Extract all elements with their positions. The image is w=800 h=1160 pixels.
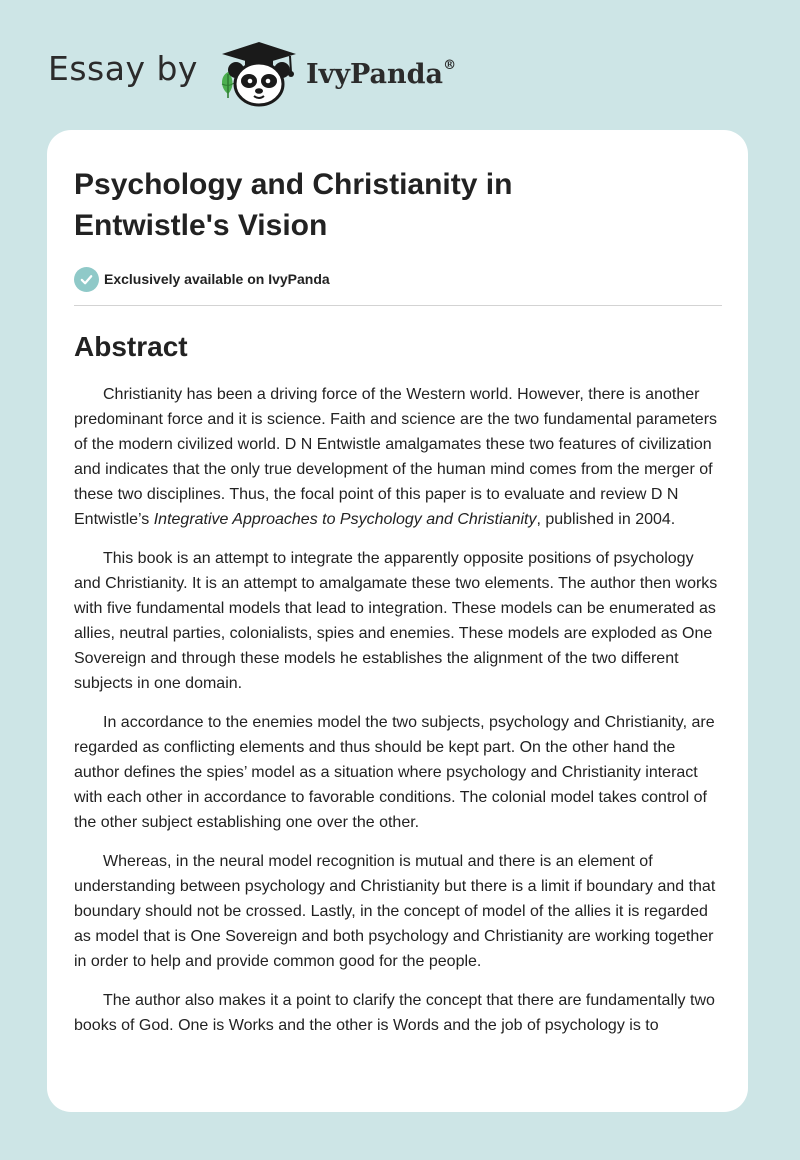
paragraph-1-text: Christianity has been a driving force of the Western world. However, there is another predominant force and it is science. Faith and science are the two fundamental parameters of the modern civilized world. D N Entwistle amalgamates these two features of civilization and indicates that the only true development of the human mind comes from the merger of these two disciplines. Thus, the focal point of this paper is to evaluate and review D N Entwistle’s <box>74 386 718 528</box>
brand-name-text: IvyPanda <box>305 58 444 90</box>
panda-logo-icon[interactable] <box>214 36 304 108</box>
paragraph-1 <box>74 382 722 532</box>
exclusive-badge <box>74 266 722 292</box>
paragraph-1-tail: , published in 2004. <box>536 511 676 528</box>
paragraph-2: This book is an attempt to integrate the apparently opposite positions of psychology and Christianity. It is an attempt to amalgamate these two elements. The author then works with five fundamental models that lead to integration. These models can be enumerated as allies, neutral parties, colonialists, spies and enemies. These models are exploded as One Sovereign and through these models he establishes the alignment of the two different subjects in one domain. <box>74 550 718 692</box>
book-title: Integrative Approaches to Psychology and Christianity <box>153 511 537 528</box>
section-heading-abstract: Abstract <box>74 331 188 362</box>
essay-content <box>74 164 722 1052</box>
exclusive-badge-text: Exclusively available on IvyPanda <box>104 271 330 287</box>
paragraph-3: In accordance to the enemies model the two subjects, psychology and Christianity, are regarded as conflicting elements and thus should be kept part. On the other hand the author defines the spies’ model as a situation where psychology and Christianity interact with each other in accordance to favorable conditions. The colonial model takes control of the other subject establishing one over the other. <box>74 714 715 831</box>
site-header <box>48 36 456 108</box>
title-line-2: Entwistle's Vision <box>74 209 328 242</box>
registered-mark: ® <box>443 57 457 73</box>
essay-by-label: Essay by <box>48 48 198 88</box>
check-icon <box>74 267 99 292</box>
divider <box>74 305 722 306</box>
essay-body <box>74 382 722 1038</box>
paragraph-4: Whereas, in the neural model recognition is mutual and there is an element of understanding between psychology and Christianity but there is a limit if boundary and that boundary should not be crossed. Lastly, in the concept of model of the allies it is regarded as model that is One Sovereign and both psychology and Christianity are working together in order to help and provide common good for the people. <box>74 853 716 970</box>
brand-name[interactable] <box>306 59 456 90</box>
essay-card <box>47 130 748 1112</box>
page-title <box>74 164 722 246</box>
paragraph-5: The author also makes it a point to clarify the concept that there are fundamentally two books of God. One is Works and the other is Words and the job of psychology is to <box>74 992 715 1034</box>
title-line-1: Psychology and Christianity in <box>74 168 513 201</box>
